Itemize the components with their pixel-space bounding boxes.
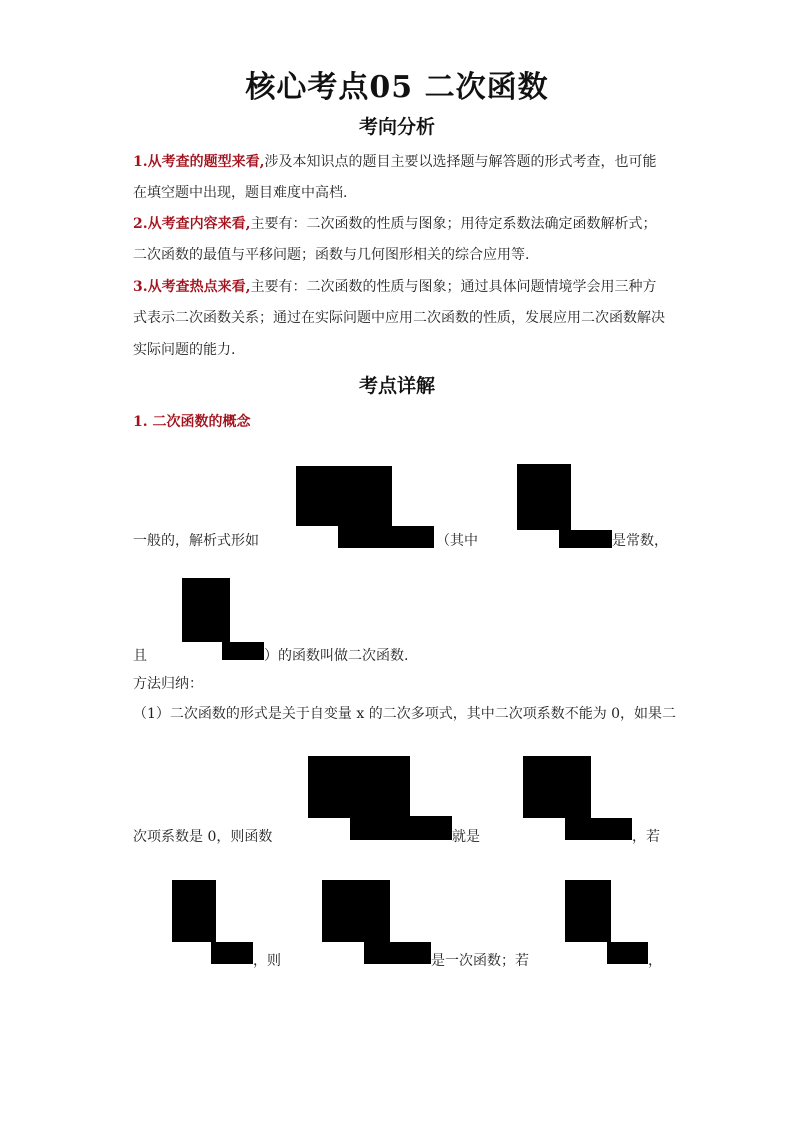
paragraph-3-cont-1: 式表示二次函数关系；通过在实际问题中应用二次函数的性质，发展应用二次函数解决 bbox=[133, 310, 665, 326]
formula-image-2 bbox=[338, 524, 392, 548]
formula-image-11 bbox=[410, 816, 452, 840]
section-heading-analysis: 考向分析 bbox=[358, 116, 435, 138]
formula-image-19 bbox=[390, 942, 431, 964]
formula-image-20 bbox=[565, 880, 611, 942]
paragraph-1 bbox=[133, 151, 657, 171]
concept-line-2-b: ）的函数叫做二次函数. bbox=[264, 648, 409, 664]
formula-image-5 bbox=[559, 530, 571, 548]
paragraph-3-text: 主要有：二次函数的性质与图象；通过具体问题情境学会用三种方 bbox=[250, 279, 657, 295]
concept-line-1-c: 是常数， bbox=[612, 533, 668, 549]
paragraph-1-cont: 在填空题中出现，题目难度中高档. bbox=[133, 185, 348, 201]
paragraph-2 bbox=[133, 213, 657, 233]
method-item-1: （1）二次函数的形式是关于自变量 x 的二次多项式，其中二次项系数不能为 0，如果二 bbox=[133, 706, 677, 722]
formula-image-21 bbox=[607, 942, 648, 964]
paragraph-3 bbox=[133, 276, 657, 296]
paragraph-2-text: 主要有：二次函数的性质与图象；用待定系数法确定函数解析式； bbox=[250, 216, 657, 232]
concept-line-1-a: 一般的，解析式形如 bbox=[133, 533, 259, 549]
page-title: 核心考点05 二次函数 bbox=[245, 70, 549, 105]
formula-image-1 bbox=[296, 466, 392, 526]
formula-image-6 bbox=[571, 530, 612, 548]
concept-line-1-b: （其中 bbox=[436, 533, 478, 549]
concept-line-3-c: ，若 bbox=[632, 829, 660, 845]
formula-image-15 bbox=[172, 880, 216, 942]
concept-heading: 1. 二次函数的概念 bbox=[133, 414, 251, 430]
formula-image-7 bbox=[182, 578, 230, 642]
concept-line-4-b: 是一次函数；若 bbox=[431, 953, 529, 969]
formula-image-18 bbox=[364, 942, 390, 964]
formula-image-12 bbox=[523, 756, 591, 818]
formula-image-16 bbox=[211, 942, 253, 964]
concept-line-2-a: 且 bbox=[133, 648, 147, 664]
paragraph-3-label: 3.从考查热点来看, bbox=[133, 279, 251, 295]
formula-image-17 bbox=[322, 880, 390, 942]
concept-line-4-a: ，则 bbox=[253, 953, 281, 969]
formula-image-10 bbox=[350, 818, 410, 840]
concept-line-3-b: 就是 bbox=[452, 829, 480, 845]
formula-image-14 bbox=[591, 818, 632, 840]
formula-image-8 bbox=[222, 642, 264, 660]
paragraph-1-label: 1.从考查的题型来看, bbox=[133, 154, 265, 170]
paragraph-2-cont: 二次函数的最值与平移问题；函数与几何图形相关的综合应用等. bbox=[133, 247, 530, 263]
concept-line-4-c: ， bbox=[648, 953, 662, 969]
formula-image-13 bbox=[565, 818, 591, 840]
concept-line-3-a: 次项系数是 0，则函数 bbox=[133, 829, 273, 845]
formula-image-4 bbox=[517, 464, 571, 530]
formula-image-3 bbox=[392, 526, 434, 548]
formula-image-9 bbox=[308, 756, 410, 818]
paragraph-2-label: 2.从考查内容来看, bbox=[133, 216, 251, 232]
paragraph-3-cont-2: 实际问题的能力. bbox=[133, 342, 236, 358]
paragraph-1-text: 涉及本知识点的题目主要以选择题与解答题的形式考查，也可能 bbox=[264, 154, 657, 170]
section-heading-details: 考点详解 bbox=[358, 375, 435, 397]
method-heading: 方法归纳： bbox=[133, 676, 203, 692]
